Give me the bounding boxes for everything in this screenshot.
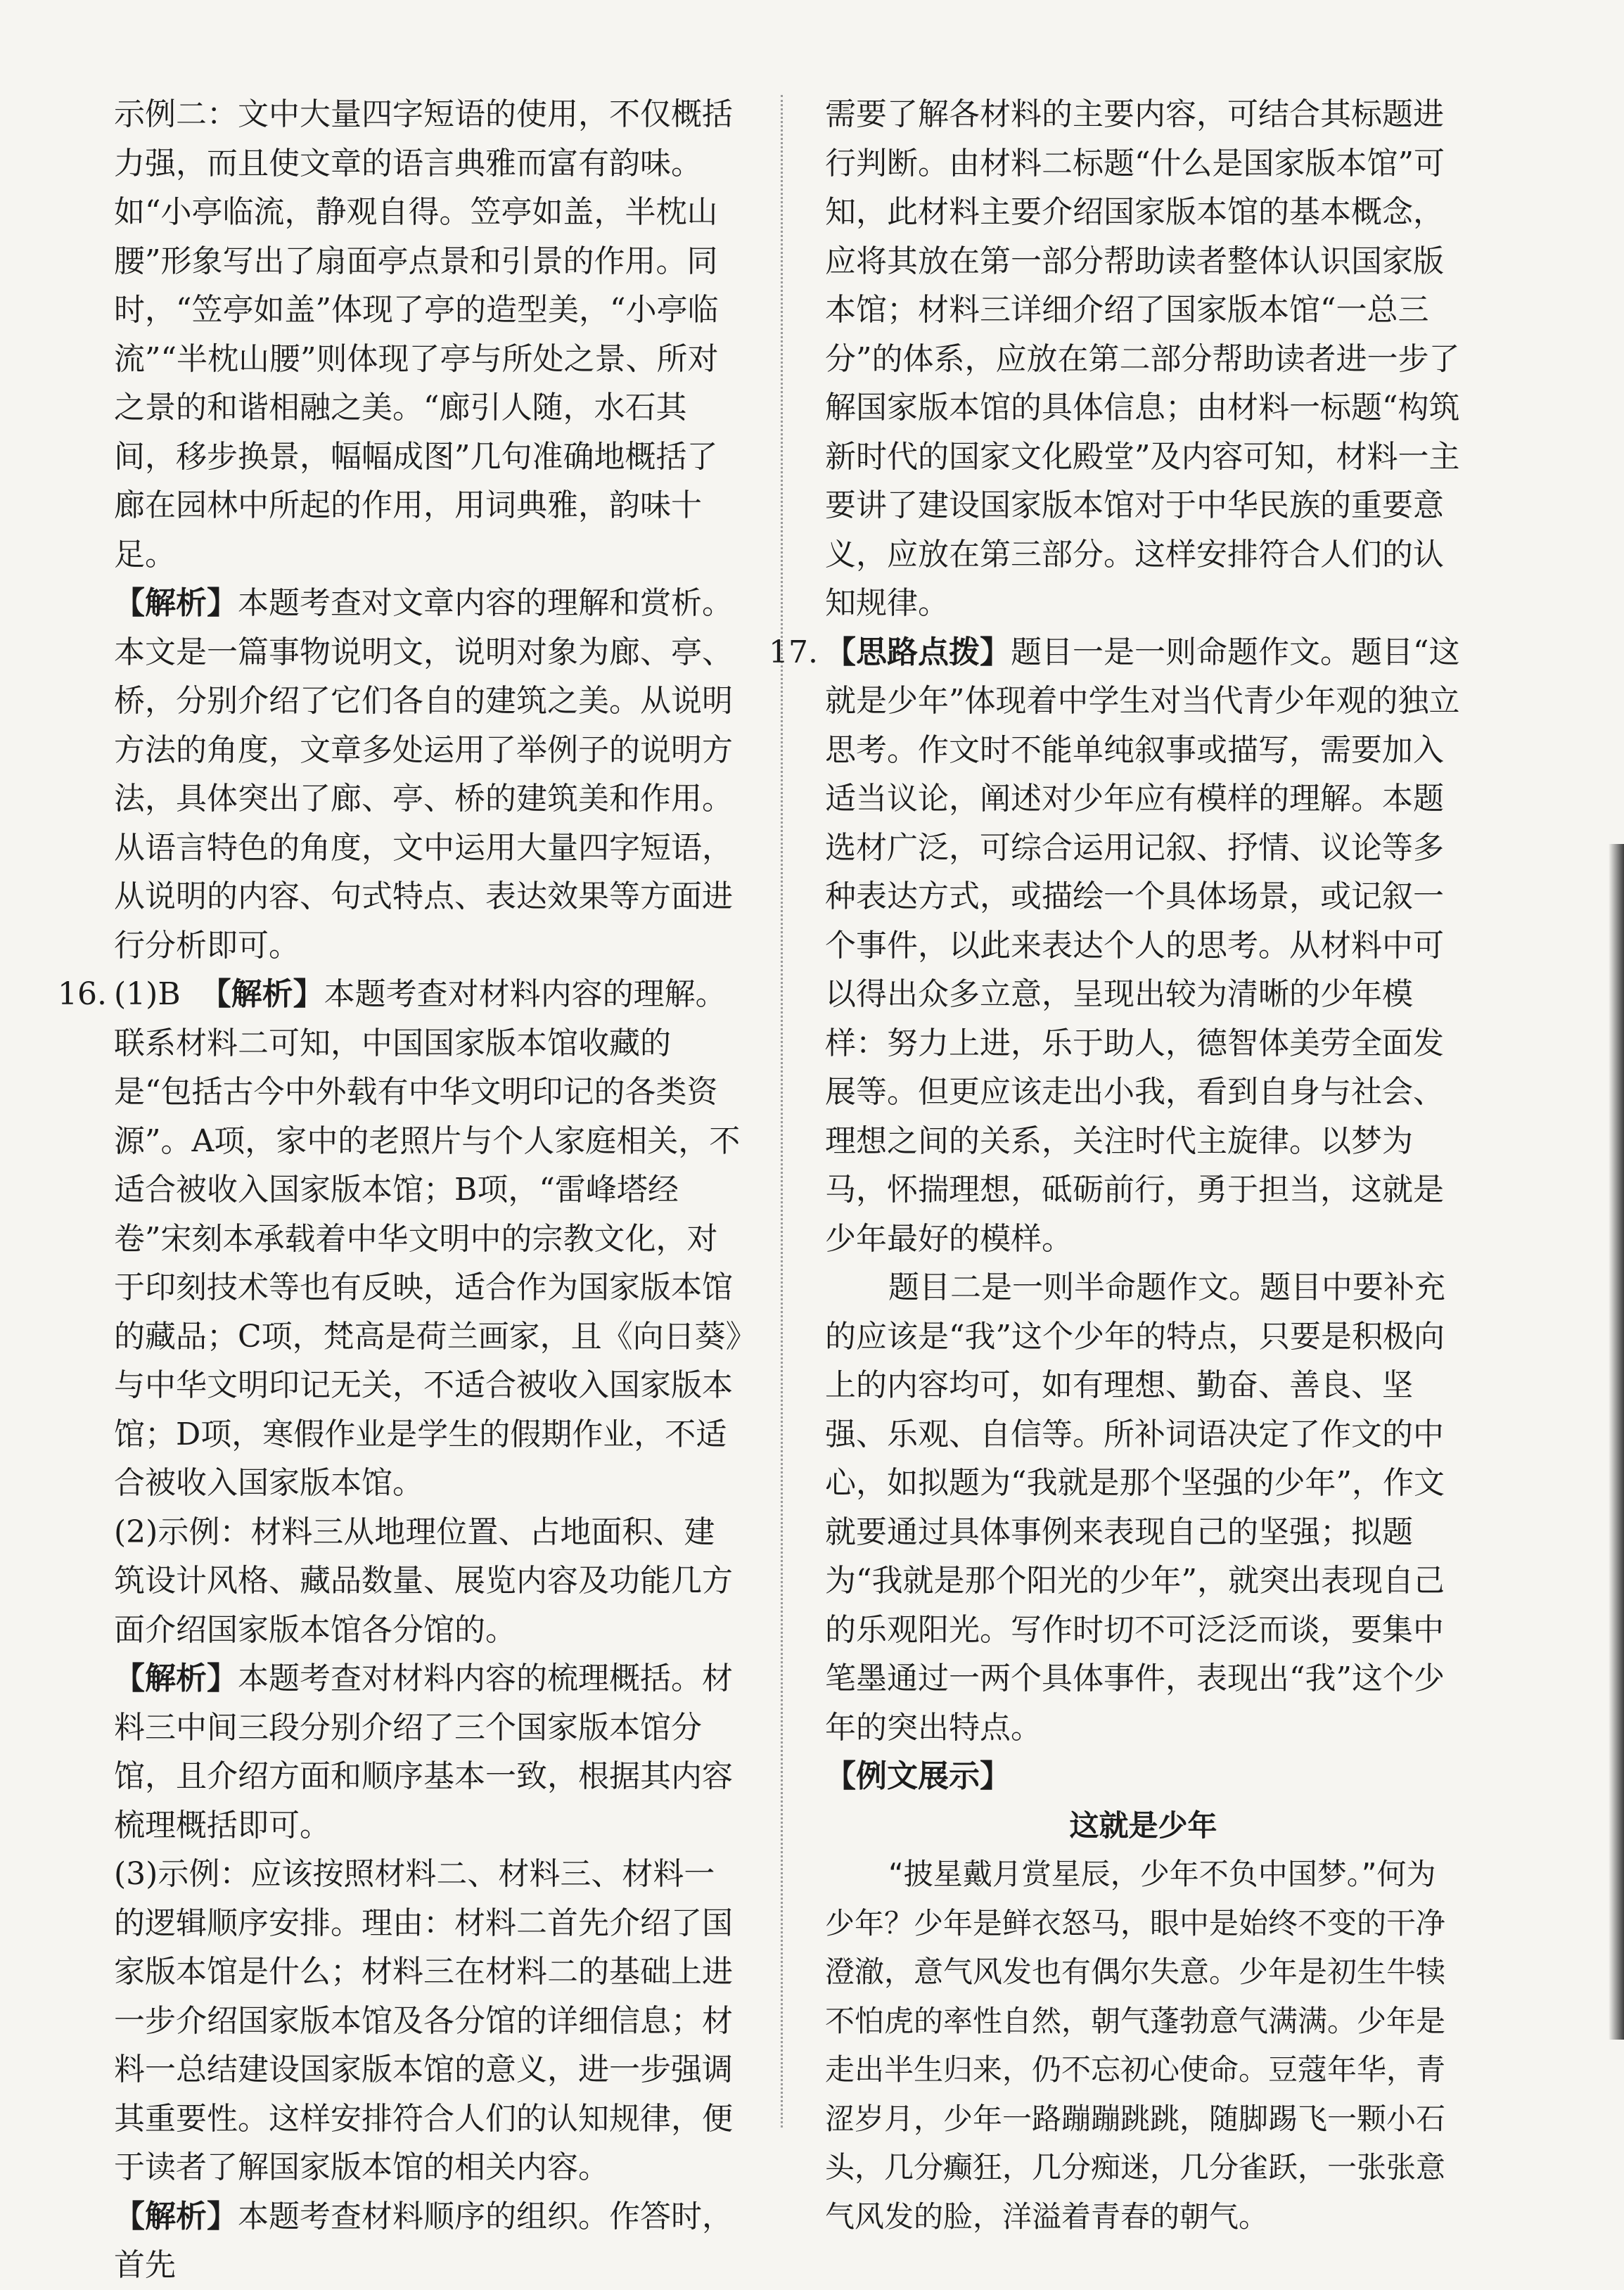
question-17-paragraph (769, 628, 1462, 1264)
analysis-text: 本题考查对材料内容的理解。联系材料二可知，中国国家版本馆收藏的是“包括古今中外载有中华文明印记的各类资源”。A项，家中的老照片与个人家庭相关，不适合被收入国家版本馆；B项，“雷峰塔经卷”宋刻本承载着中华文明中的宗教文化，对于印刻技术等也有反映，适合作为国家版本馆的藏品；C项，梵高是荷兰画家，且《向日葵》与中华文明印记无关，不适合被收入国家版本馆；D项，寒假作业是学生的假期作业，不适合被收入国家版本馆。 (114, 976, 741, 1501)
question-16-part-3: (3)示例：应该按照材料二、材料三、材料一的逻辑顺序安排。理由：材料二首先介绍了国家版本馆是什么；材料三在材料二的基础上进一步介绍国家版本馆及各分馆的详细信息；材料一总结建设国家版本馆的意义，进一步强调其重要性。这样安排符合人们的认知规律，便于读者了解国家版本馆的相关内容。 (114, 1856, 733, 2185)
analysis-tag: 【解析】 (114, 2198, 238, 2234)
analysis-text: 本题考查材料顺序的组织。作答时，首先 (114, 2198, 733, 2283)
question-17-text: 题目一是一则命题作文。题目“这就是少年”体现着中学生对当代青少年观的独立思考。作文时不能单纯叙事或描写，需要加入适当议论，阐述对少年应有模样的理解。本题选材广泛，可综合运用记叙、抒情、议论等多种表达方式，或描绘一个具体场景，或记叙一个事件，以此来表达个人的思考。从材料中可以得出众多立意，呈现出较为清晰的少年模样：努力上进，乐于助人，德智体美劳全面发展等。但更应该走出小我，看到自身与社会、理想之间的关系，关注时代主旋律。以梦为马，怀揣理想，砥砺前行，勇于担当，这就是少年最好的模样。 (825, 634, 1460, 1257)
thinking-tip-tag: 【思路点拨】 (825, 634, 1011, 670)
essay-body: “披星戴月赏星辰，少年不负中国梦。”何为少年？少年是鲜衣怒马，眼中是始终不变的干净澄澈，意气风发也有偶尔失意。少年是初生牛犊不怕虎的率性自然，朝气蓬勃意气满满。少年是走出半生归来，仍不忘初心使命。豆蔻年华，青涩岁月，少年一路蹦蹦跳跳，随脚踢飞一颗小石头，几分癫狂，几分痴迷，几分雀跃，一张张意气风发的脸，洋溢着青春的朝气。 (825, 1857, 1446, 2234)
essay-title: 这就是少年 (1069, 1808, 1217, 1843)
analysis-continuation: 需要了解各材料的主要内容，可结合其标题进行判断。由材料二标题“什么是国家版本馆”可知，此材料主要介绍国家版本馆的基本概念，应将其放在第一部分帮助读者整体认识国家版本馆；材料三详细介绍了国家版本馆“一总三分”的体系，应放在第二部分帮助读者进一步了解国家版本馆的具体信息；由材料一标题“构筑新时代的国家文化殿堂”及内容可知，材料一主要讲了建设国家版本馆对于中华民族的重要意义，应放在第三部分。这样安排符合人们的认知规律。 (825, 96, 1460, 621)
column-divider (781, 95, 783, 2128)
question-number-17: 17. (769, 634, 818, 670)
answer-16-1: (1)B (114, 976, 181, 1012)
analysis-tag: 【解析】 (114, 1661, 238, 1696)
question-16-part-1 (58, 970, 743, 1508)
question-16-part-2: (2)示例：材料三从地理位置、占地面积、建筑设计风格、藏品数量、展览内容及功能几方面介绍国家版本馆各分馆的。 (114, 1514, 733, 1648)
right-column (769, 90, 1462, 2241)
analysis-paragraph-16-3 (114, 2192, 743, 2290)
example-essay-tag: 【例文展示】 (825, 1758, 1011, 1794)
example-two-paragraph: 示例二：文中大量四字短语的使用，不仅概括力强，而且使文章的语言典雅而富有韵味。如“小亭临流，静观自得。笠亭如盖，半枕山腰”形象写出了扇面亭点景和引景的作用。同时，“笠亭如盖”体现了亭的造型美，“小亭临流”“半枕山腰”则体现了亭与所处之景、所对之景的和谐相融之美。“廊引人随，水石其间，移步换景，幅幅成图”几句准确地概括了廊在园林中所起的作用，用词典雅，韵味十足。 (114, 96, 733, 572)
analysis-tag: 【解析】 (114, 585, 238, 621)
analysis-paragraph-16-2 (114, 1654, 743, 1850)
analysis-tag: 【解析】 (200, 976, 324, 1012)
analysis-paragraph-15 (114, 579, 743, 970)
scan-edge-shadow (1609, 844, 1624, 2040)
analysis-text: 本题考查对文章内容的理解和赏析。本文是一篇事物说明文，说明对象为廊、亭、桥，分别介绍了它们各自的建筑之美。从说明方法的角度，文章多处运用了举例子的说明方法，具体突出了廊、亭、桥的建筑美和作用。从语言特色的角度，文中运用大量四字短语，从说明的内容、句式特点、表达效果等方面进行分析即可。 (114, 585, 733, 964)
left-column (58, 90, 743, 2290)
analysis-text: 本题考查对材料内容的梳理概括。材料三中间三段分别介绍了三个国家版本馆分馆，且介绍方面和顺序基本一致，根据其内容梳理概括即可。 (114, 1661, 733, 1843)
question-number-16: 16. (58, 976, 107, 1012)
question-17-topic-two: 题目二是一则半命题作文。题目中要补充的应该是“我”这个少年的特点，只要是积极向上的内容均可，如有理想、勤奋、善良、坚强、乐观、自信等。所补词语决定了作文的中心，如拟题为“我就是那个坚强的少年”，作文就要通过具体事例来表现自己的坚强；拟题为“我就是那个阳光的少年”，就突出表现自己的乐观阳光。写作时切不可泛泛而谈，要集中笔墨通过一两个具体事件，表现出“我”这个少年的突出特点。 (825, 1269, 1445, 1746)
